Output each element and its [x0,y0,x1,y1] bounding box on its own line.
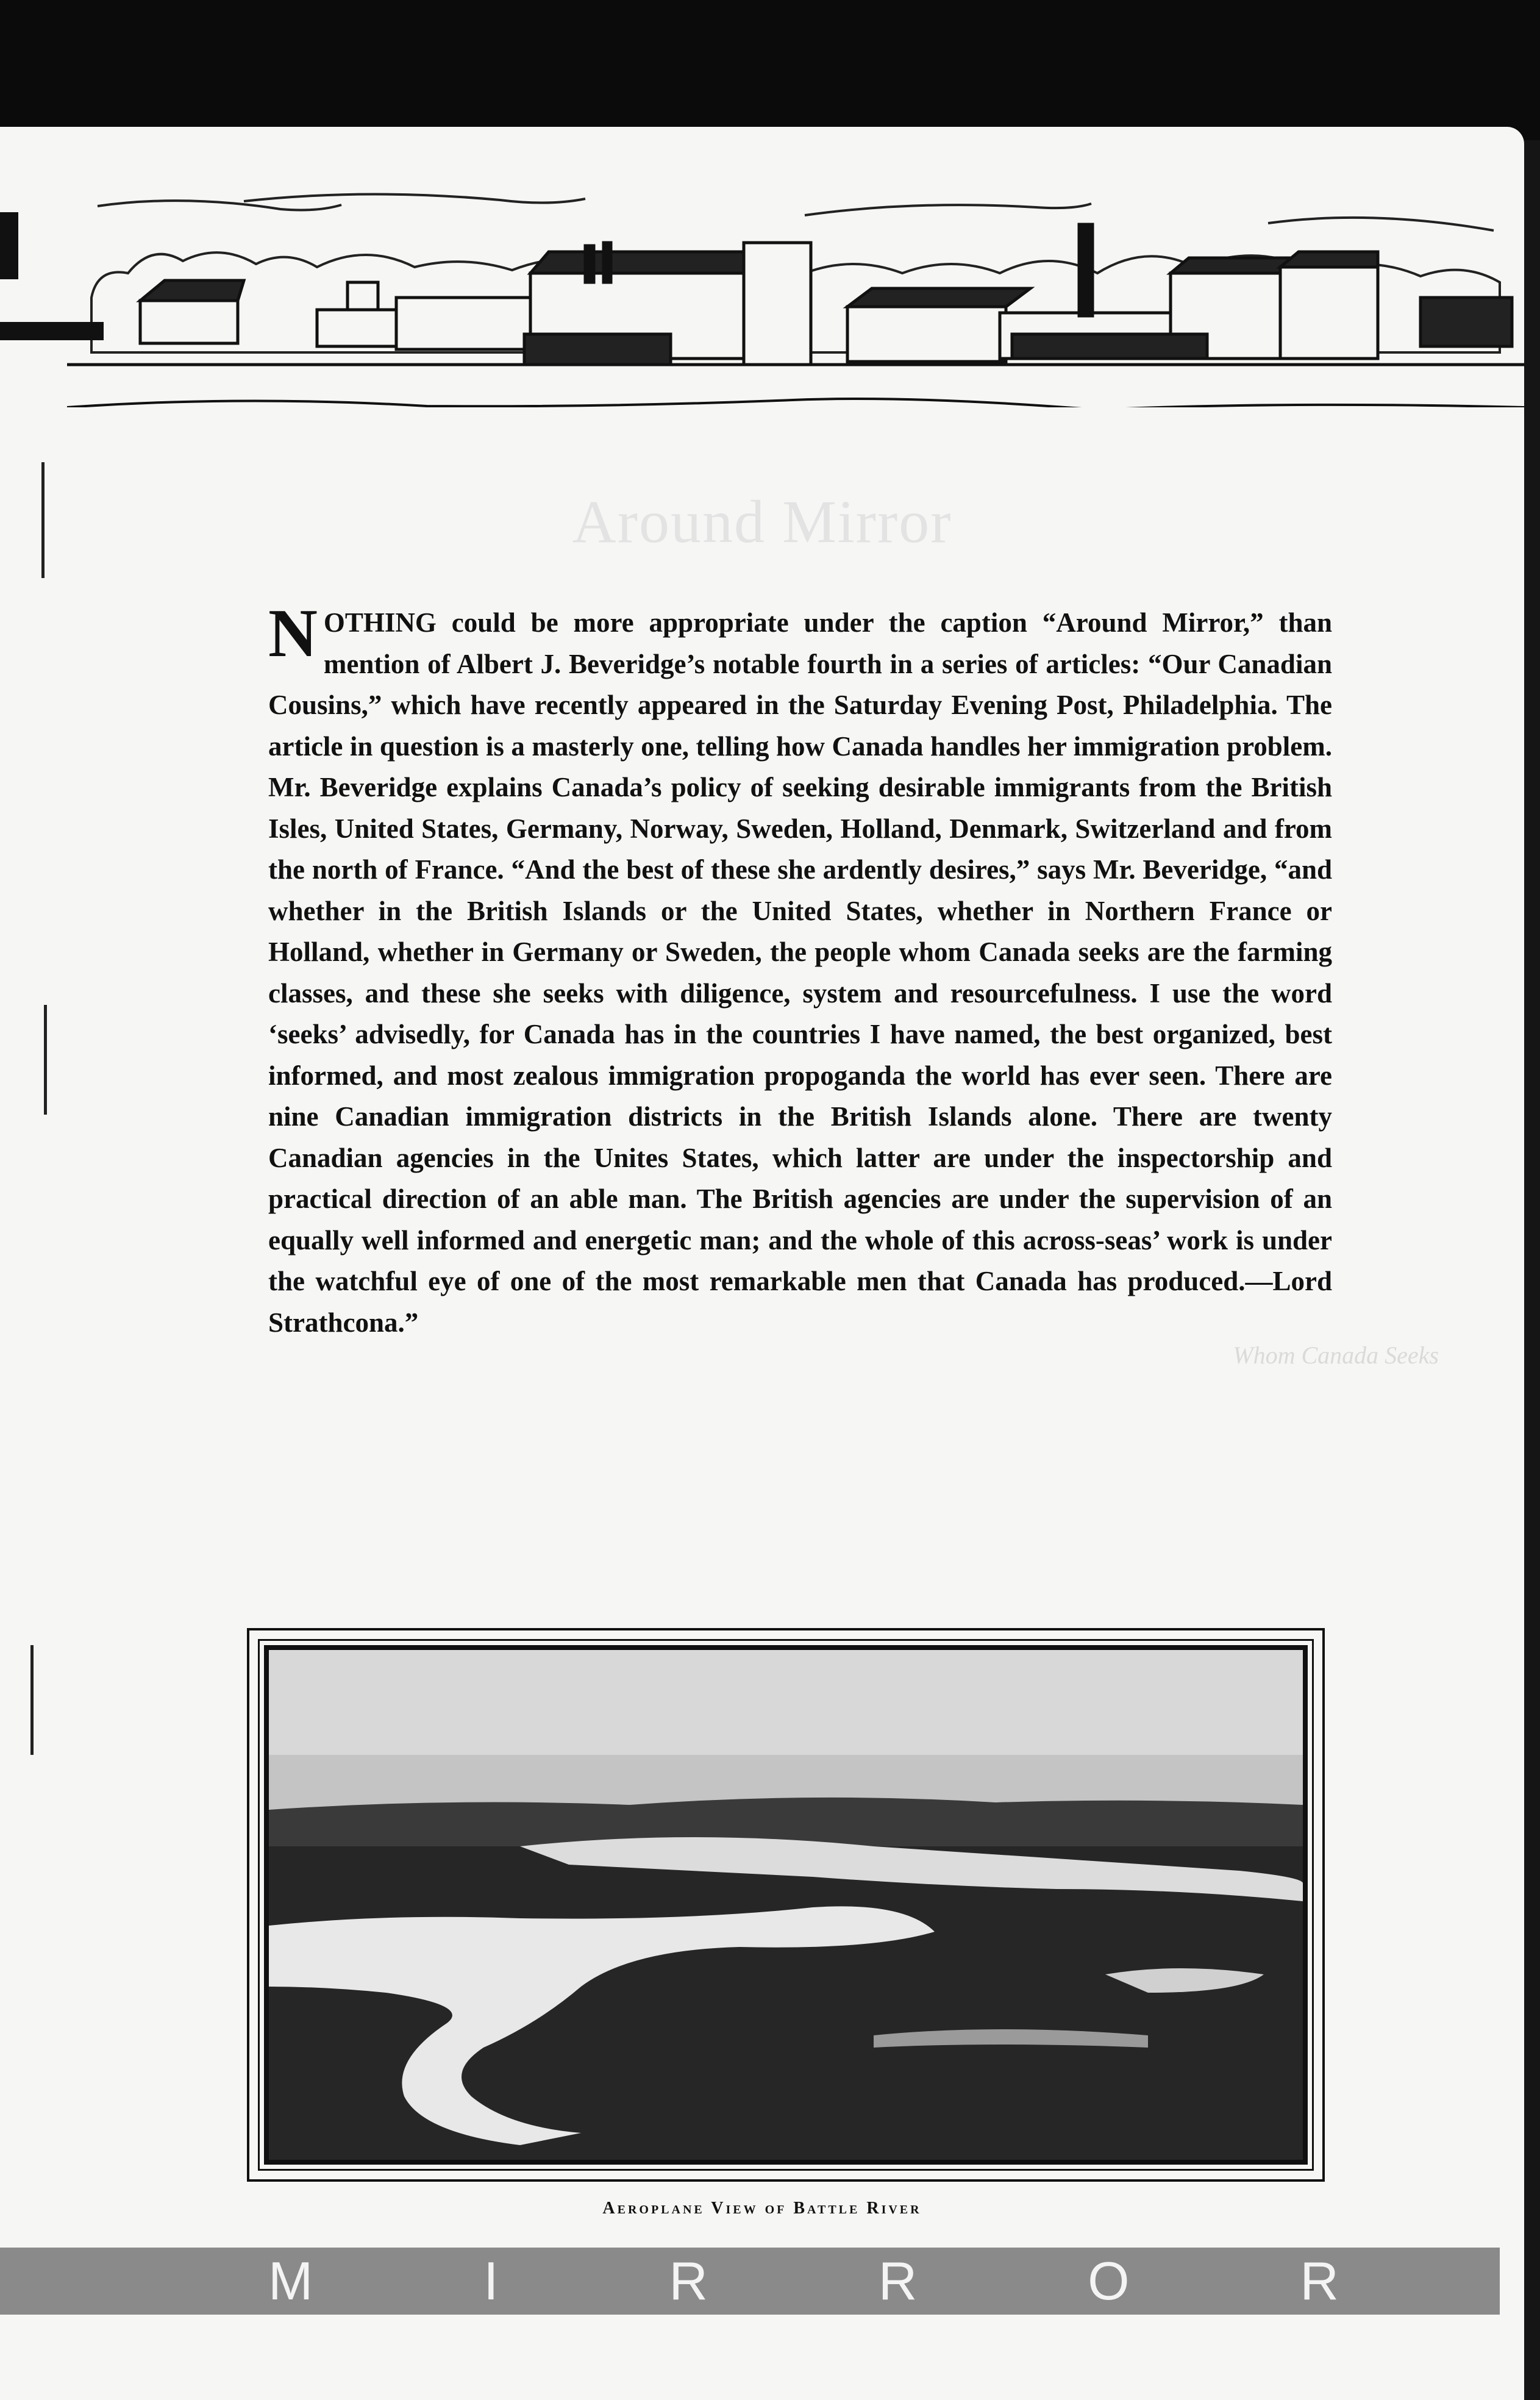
photo-caption: Aeroplane View of Battle River [602,2199,922,2218]
masthead-letter: M [268,2251,316,2311]
battle-river-photo [264,1645,1308,2165]
drop-cap: N [268,596,318,671]
magazine-page [0,127,1524,2400]
article-text: OTHING could be more appropriate under the caption “Around Mirror,” than mention of Albert J. Beveridge’s notable fourth in a series of articles: “Our Canadian Cousins,” which have recently appeared in the Saturday Evening Post, Philadelphia. The article in question is a masterly one, telling how Canada handles her immigration problem. Mr. Beveridge explains Canada’s policy of seeking desirable immigrants from the British Isles, United States, Germany, Norway, Sweden, Holland, Denmark, Switzerland and from the north of France. “And the best of these she ardently desires,” says Mr. Beveridge, “and whether in the British Islands or the United States, whether in Northern France or Holland, whether in Germany or Sweden, the people whom Canada seeks are the farming classes, and these she seeks with diligence, system and resourcefulness. I use the word ‘seeks’ advisedly, for Canada has in the countries I have named, the best organized, best informed, and most zealous immigration propoganda the world has ever seen. There are nine Canadian immigration districts in the British Islands alone. There are twenty Canadian agencies in the Unites States, which latter are under the inspectorship and practical direction of an able man. The British agencies are under the supervision of an equally well informed and energetic man; and the whole of this across-seas’ work is under the watchful eye of one of the most remarkable men that Canada has produced.—Lord Strathcona.” [268,607,1332,1338]
factory-banner-illustration [0,151,1524,407]
masthead-letter: I [483,2251,501,2311]
article-body [268,596,1332,1343]
masthead-letter: R [1300,2251,1341,2311]
masthead-letter: R [669,2251,710,2311]
masthead-letter: O [1088,2251,1132,2311]
photo-frame [247,1628,1325,2182]
margin-mark [30,1645,34,1755]
page-edge-shadow [1524,140,1540,2400]
masthead-letter: R [878,2251,920,2311]
footer-masthead [268,2248,1341,2315]
margin-note: Whom Canada Seeks [1233,1341,1439,1369]
margin-mark [41,462,45,578]
margin-mark [44,1005,47,1115]
page-title: Around Mirror [572,488,952,555]
